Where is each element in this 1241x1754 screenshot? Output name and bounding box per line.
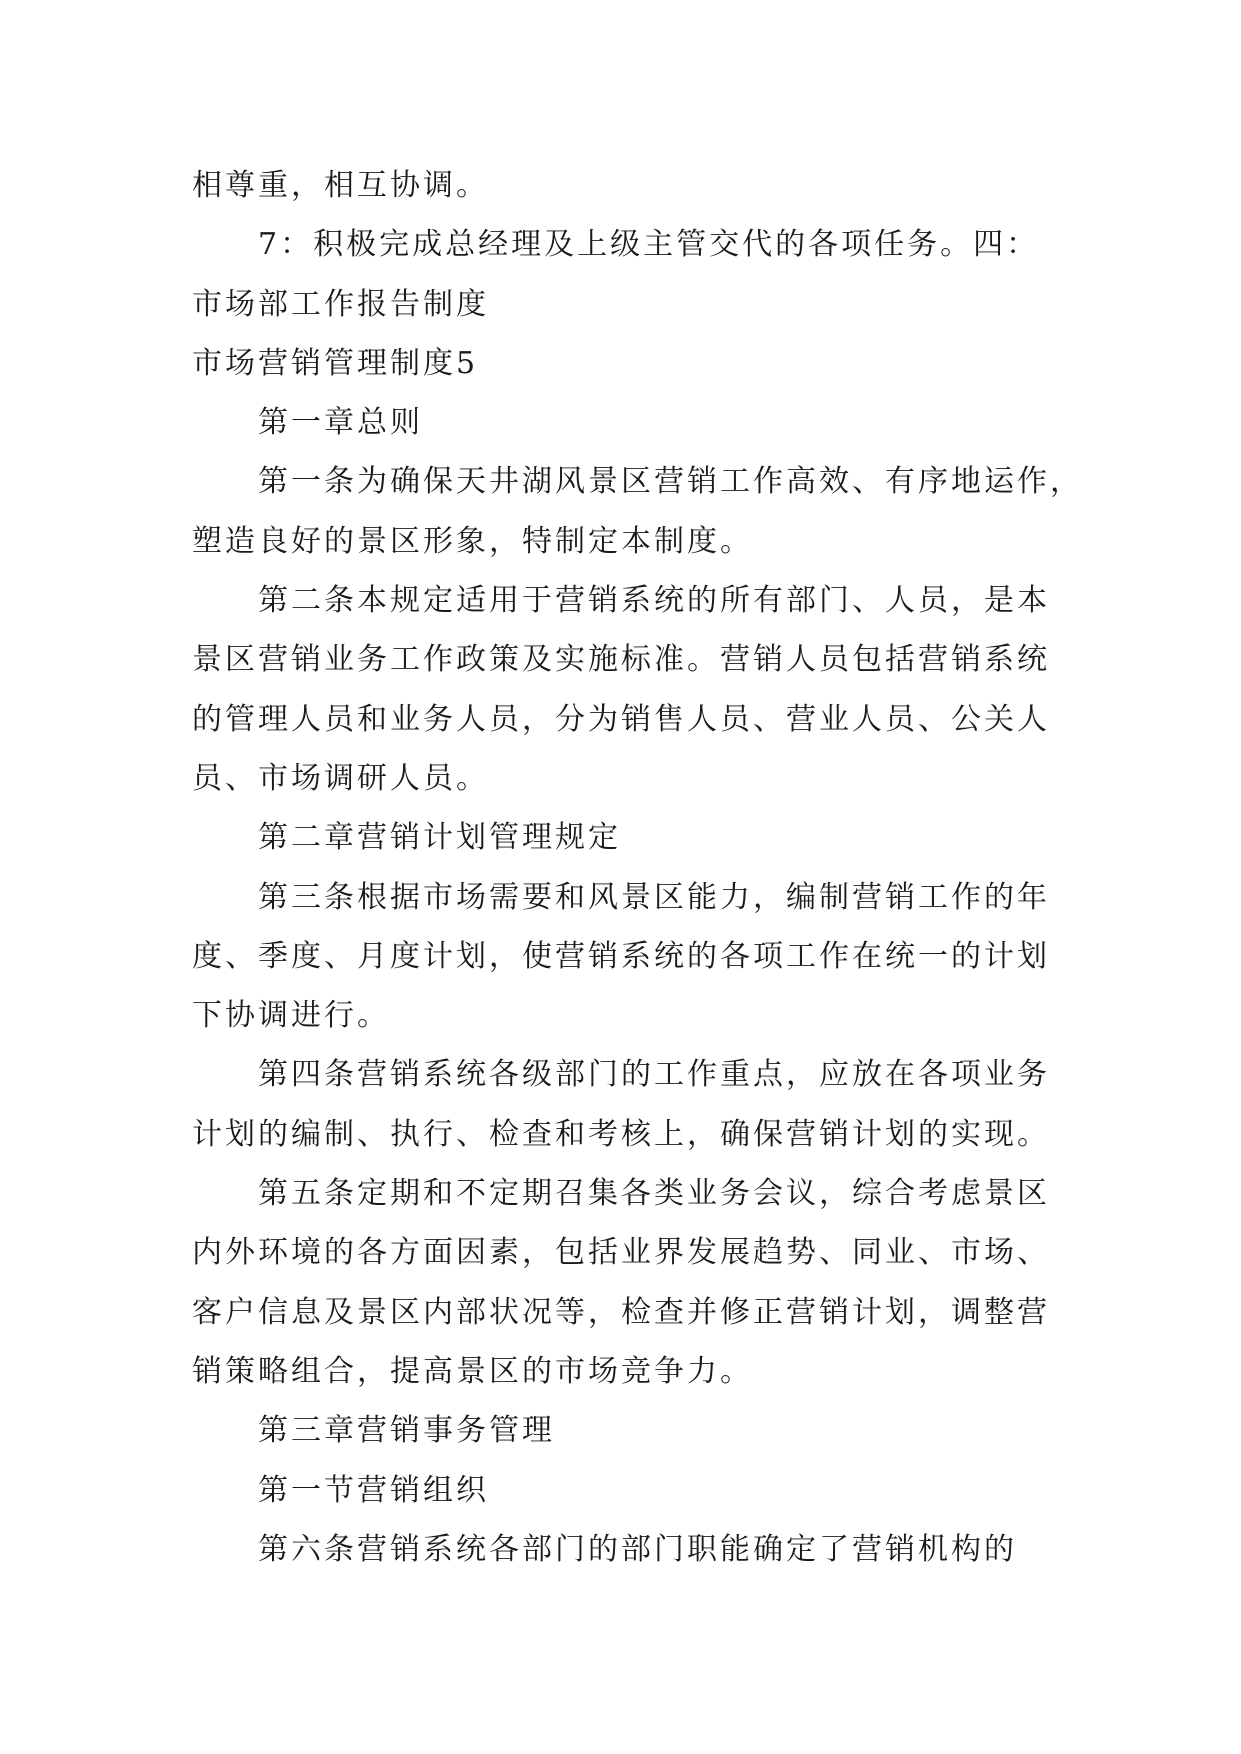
section-title: 市场营销管理制度5 xyxy=(192,345,479,381)
text-line: 销策略组合，提高景区的市场竞争力。 xyxy=(192,1353,753,1389)
text-line: 塑造良好的景区形象，特制定本制度。 xyxy=(192,523,753,559)
text-line: 市场部工作报告制度 xyxy=(192,286,489,322)
chapter-heading: 第一章总则 xyxy=(258,405,423,441)
text-line: 内外环境的各方面因素，包括业界发展趋势、同业、市场、 xyxy=(192,1235,1050,1271)
text-line: 下协调进行。 xyxy=(192,998,390,1034)
text-line: 景区营销业务工作政策及实施标准。营销人员包括营销系统 xyxy=(192,642,1050,678)
text-line: 计划的编制、执行、检查和考核上，确保营销计划的实现。 xyxy=(192,1116,1050,1152)
chapter-heading: 第二章营销计划管理规定 xyxy=(258,820,621,856)
article-line: 第六条营销系统各部门的部门职能确定了营销机构的 xyxy=(258,1531,1017,1567)
section-heading: 第一节营销组织 xyxy=(258,1472,489,1508)
article-line: 第五条定期和不定期召集各类业务会议，综合考虑景区 xyxy=(258,1176,1050,1212)
text-line: 相尊重，相互协调。 xyxy=(192,168,489,203)
article-line: 第二条本规定适用于营销系统的所有部门、人员，是本 xyxy=(258,583,1050,619)
article-line: 第四条营销系统各级部门的工作重点，应放在各项业务 xyxy=(258,1057,1050,1093)
text-line: 度、季度、月度计划，使营销系统的各项工作在统一的计划 xyxy=(192,938,1050,974)
text-line: 客户信息及景区内部状况等，检查并修正营销计划，调整营 xyxy=(192,1294,1050,1330)
text-line: 员、市场调研人员。 xyxy=(192,760,489,796)
document-body xyxy=(192,156,1083,1579)
text-line: 的管理人员和业务人员，分为销售人员、营业人员、公关人 xyxy=(192,701,1050,737)
article-line: 第三条根据市场需要和风景区能力，编制营销工作的年 xyxy=(258,879,1050,915)
chapter-heading: 第三章营销事务管理 xyxy=(258,1413,555,1449)
text-line: 7：积极完成总经理及上级主管交代的各项任务。四： xyxy=(258,227,1040,263)
article-line: 第一条为确保天井湖风景区营销工作高效、有序地运作， xyxy=(258,464,1083,500)
